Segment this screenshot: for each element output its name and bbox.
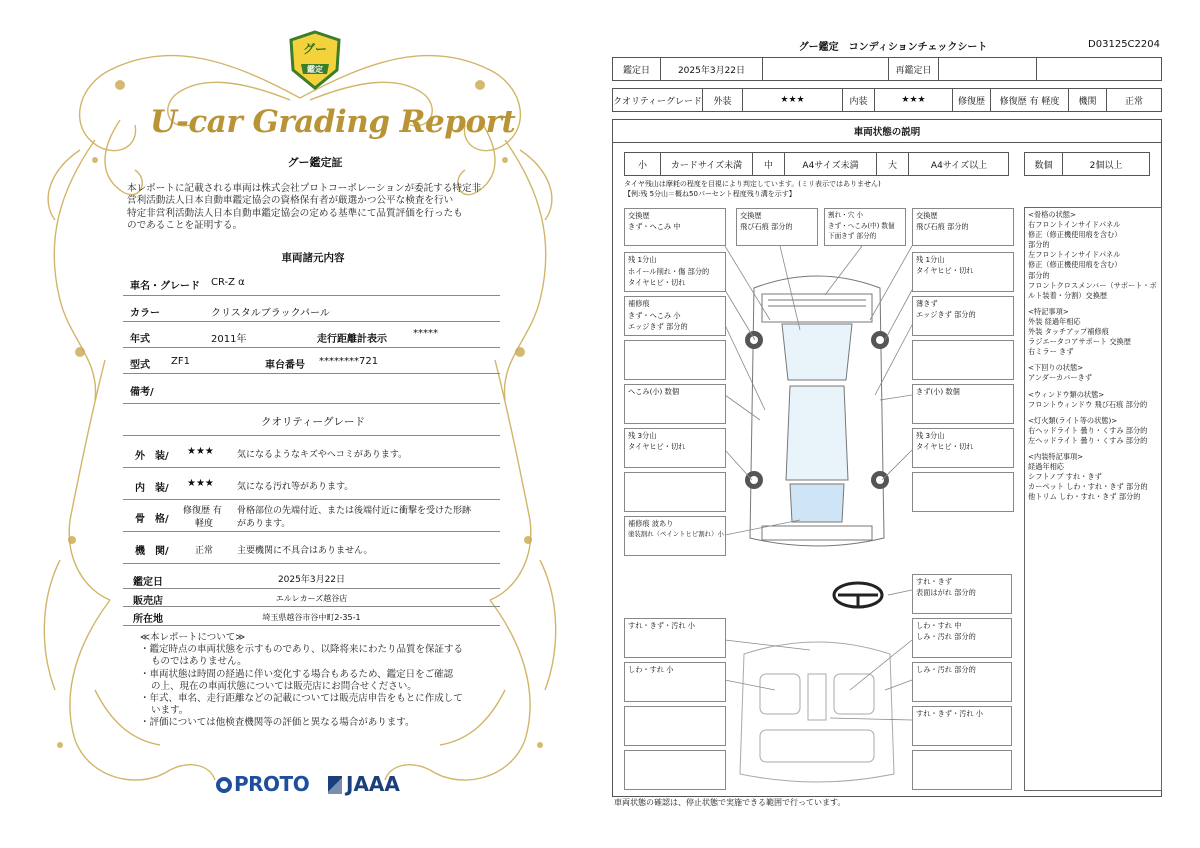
detail-line: 修正（修正機使用痕を含む） xyxy=(1028,260,1122,270)
quality-exterior-label: 外 装/ xyxy=(135,451,169,462)
callout-line: エッジきず 部分的 xyxy=(916,310,976,319)
spec-color-value: クリスタルブラックパール xyxy=(211,308,330,319)
sheet-title: グー鑑定 コンディションチェックシート xyxy=(798,42,988,53)
quality-engine-label: 機 関/ xyxy=(135,546,169,557)
condition-check-sheet xyxy=(600,0,1200,848)
detail-line: <下回りの状態> xyxy=(1028,363,1084,373)
callout-line: ホイール削れ・傷 部分的 xyxy=(628,266,710,276)
repair-label: 修復歴 xyxy=(953,89,991,111)
spec-name-label: 車名・グレード xyxy=(130,281,200,292)
count-label: 数個 xyxy=(1025,153,1063,175)
car-interior-diagram xyxy=(724,634,910,784)
detail-line: 外装 タッチアップ補修痕 xyxy=(1028,327,1109,337)
condition-details-list xyxy=(1024,207,1162,791)
callout-line: 飛び石痕 部分的 xyxy=(740,222,793,231)
detail-line: 部分的 xyxy=(1028,270,1050,280)
detail-line: <灯火類(ライト等の状態)> xyxy=(1028,415,1118,425)
quality-row-frame xyxy=(123,500,500,532)
size-small-desc: カードサイズ未満 xyxy=(661,153,753,175)
specs-section-title: 車両諸元内容 xyxy=(281,252,345,264)
note-item: ・年式、車名、走行距離などの記載については販売店申告をもとに作成して います。 xyxy=(140,693,463,717)
quality-frame-label: 骨 格/ xyxy=(135,514,169,525)
callout-box-front-right-tire xyxy=(912,252,1014,292)
callout-line: 交換歴 xyxy=(916,211,938,220)
certificate-title: グー鑑定証 xyxy=(287,156,343,169)
count-legend xyxy=(1024,152,1150,176)
detail-line: フロントウィンドウ 飛び石痕 部分的 xyxy=(1028,399,1148,409)
callout-box-empty-r1 xyxy=(912,340,1014,380)
proto-logo xyxy=(216,772,309,796)
detail-line: フロントクロスメンバー（サポート・ボ xyxy=(1028,280,1157,290)
detail-line: 部分的 xyxy=(1028,240,1050,250)
size-mid-label: 中 xyxy=(753,153,785,175)
note-item: ・車両状態は時間の経過に伴い変化する場合もあるため、鑑定日をご確認 の上、現在の車両状態については販売店にお問合せください。 xyxy=(140,668,454,692)
appraisal-date-value: 2025年3月22日 xyxy=(277,575,346,585)
callout-box-bonnet xyxy=(736,208,818,246)
detail-line: <ウィンドウ類の状態> xyxy=(1028,389,1105,399)
callout-box-left-fender xyxy=(624,296,726,336)
engine-label: 機関 xyxy=(1069,89,1107,111)
callout-box-rear-bumper xyxy=(624,516,726,556)
callout-line: しみ・汚れ 部分的 xyxy=(916,632,976,641)
quality-title-rule xyxy=(123,420,500,436)
callout-line: タイヤヒビ・切れ xyxy=(628,442,686,451)
callout-line: タイヤヒビ・切れ xyxy=(916,266,974,275)
detail-line: <内装特記事項> xyxy=(1028,451,1084,461)
appraisal-address-value: 埼玉県越谷市谷中町2-35-1 xyxy=(262,613,361,622)
sheet-footer-note: 車両状態の確認は、停止状態で実施できる範囲で行っています。 xyxy=(614,798,846,807)
detail-line: アンダーカバーきず xyxy=(1028,373,1092,383)
steering-wheel-icon xyxy=(830,580,886,610)
tire-note-1: タイヤ残山は摩耗の程度を目視により判定しています。(ミリ表示ではありません) xyxy=(624,180,881,188)
callout-box-front-left xyxy=(624,208,726,246)
quality-exterior-desc: 気になるようなキズやヘコミがあります。 xyxy=(237,450,408,460)
callout-box-left-door xyxy=(624,384,726,424)
callout-line: 補修痕 波あり xyxy=(628,519,674,528)
callout-line: 下面きず 部分的 xyxy=(828,232,877,240)
appraisal-row-shop xyxy=(123,589,500,607)
reappraisal-value xyxy=(939,58,1037,80)
callout-line: しみ・汚れ 部分的 xyxy=(916,665,976,674)
exterior-stars: ★★★ xyxy=(743,89,843,111)
interior-label: 内装 xyxy=(843,89,875,111)
badge-text-goo: グー xyxy=(302,42,327,56)
spec-mileage-label: 走行距離計表示 xyxy=(317,334,387,345)
callout-line: 残 3分山 xyxy=(916,431,945,440)
callout-box-empty-r4 xyxy=(912,750,1012,790)
appraisal-shop-value: エルレカーズ越谷店 xyxy=(275,594,348,603)
notes-title: ≪本レポートについて≫ xyxy=(140,632,246,643)
date-row xyxy=(612,57,1162,81)
callout-line: 塗装割れ（ペイントヒビ割れ）小 xyxy=(628,530,724,538)
spec-row-remarks xyxy=(123,374,500,404)
note-item: ・鑑定時点の車両状態を示すものであり、以降将来にわたり品質を保証する ものではありません。 xyxy=(140,644,464,668)
callout-line: 残 3分山 xyxy=(628,431,657,440)
spec-model-value: ZF1 xyxy=(171,356,190,367)
quality-frame-value-line2: 軽度 xyxy=(195,519,214,529)
callout-line: すれ・きず・汚れ 小 xyxy=(916,709,983,718)
detail-line: カーペット しわ・すれ・きず 部分的 xyxy=(1028,482,1148,492)
proto-logo-text: PROTO xyxy=(234,772,310,796)
condition-title: 車両状態の説明 xyxy=(612,119,1162,143)
callout-box-empty-r2 xyxy=(912,472,1014,512)
callout-box-right-door xyxy=(912,384,1014,424)
quality-engine-value: 正常 xyxy=(195,546,214,556)
jaaa-logo xyxy=(328,772,400,796)
detail-line: 右ヘッドライト 曇り・くすみ 部分的 xyxy=(1028,425,1148,435)
spec-mileage-value: ***** xyxy=(413,328,438,339)
callout-line: すれ・きず・汚れ 小 xyxy=(628,621,695,630)
size-legend xyxy=(624,152,1009,176)
quality-engine-desc: 主要機関に不具合はありません。 xyxy=(237,546,373,556)
detail-line: 左ヘッドライト 曇り・くすみ 部分的 xyxy=(1028,435,1148,445)
callout-box-empty-l3 xyxy=(624,706,726,746)
spec-remarks-label: 備考/ xyxy=(130,387,154,398)
jaaa-logo-text: JAAA xyxy=(346,772,400,796)
spec-chassis-value: ********721 xyxy=(319,356,379,367)
detail-line: <特記事項> xyxy=(1028,306,1069,316)
tire-note-2: 【例:残 5分山＝概ね50パーセント程度残り溝を示す】 xyxy=(624,190,796,198)
appraisal-address-label: 所在地 xyxy=(133,614,163,625)
engine-value: 正常 xyxy=(1124,96,1143,107)
sheet-id: D03125C2204 xyxy=(1088,39,1160,50)
quality-frame-desc-line2: があります。 xyxy=(237,519,291,529)
spec-row-name xyxy=(123,268,500,296)
quality-row-engine xyxy=(123,532,500,564)
spec-year-label: 年式 xyxy=(130,334,150,345)
callout-line: 補修痕 xyxy=(628,299,650,308)
date-blank xyxy=(763,58,889,80)
size-small-label: 小 xyxy=(625,153,661,175)
callout-line: しわ・すれ 小 xyxy=(628,665,674,674)
callout-box-center-console xyxy=(912,706,1012,746)
callout-line: 飛び石痕 部分的 xyxy=(916,222,969,231)
callout-line: 交換歴 xyxy=(740,211,762,220)
callout-line: きず・へこみ(中) 数個 xyxy=(828,221,895,230)
callout-line: 交換歴 xyxy=(628,211,650,220)
date-value: 2025年3月22日 xyxy=(661,58,763,80)
callout-box-rear-right-tire xyxy=(912,428,1014,468)
appraisal-row-address xyxy=(123,607,500,626)
date-label: 鑑定日 xyxy=(613,58,661,80)
callout-line: すれ・きず xyxy=(916,577,952,586)
callout-line: 薄きず xyxy=(916,299,938,308)
repair-value: 修復歴 有 軽度 xyxy=(991,89,1069,111)
appraisal-row-date xyxy=(123,568,500,589)
spec-chassis-label: 車台番号 xyxy=(265,360,305,371)
statement-line: 特定非営利活動法人日本自動車鑑定協会の定める基準にて品質評価を行ったも xyxy=(127,207,463,219)
badge-text-kantei: 鑑定 xyxy=(307,65,323,74)
detail-line: 経過年相応 xyxy=(1028,462,1064,472)
spec-model-label: 型式 xyxy=(130,360,150,371)
detail-line: ラジエータコアサポート 交換歴 xyxy=(1028,337,1131,347)
callout-box-rear-left-tire xyxy=(624,428,726,468)
quality-row-exterior xyxy=(123,436,500,468)
exterior-label: 外装 xyxy=(703,89,743,111)
grade-label: クオリティーグレード xyxy=(613,89,703,111)
appraisal-date-label: 鑑定日 xyxy=(133,577,163,588)
interior-stars: ★★★ xyxy=(875,89,953,111)
callout-box-right-trim xyxy=(912,662,1012,702)
quality-interior-stars: ★★★ xyxy=(187,478,214,489)
callout-box-empty-l4 xyxy=(624,750,726,790)
detail-line: 修正（修正機使用痕を含む） xyxy=(1028,230,1122,240)
callout-line: きず・へこみ 中 xyxy=(628,222,681,231)
callout-line: 表面はがれ 部分的 xyxy=(916,588,976,597)
callout-box-front-left-tire xyxy=(624,252,726,292)
callout-box-passenger-seat xyxy=(624,662,726,702)
goo-appraisal-badge-icon xyxy=(287,30,343,90)
quality-row-interior xyxy=(123,468,500,500)
size-mid-desc: A4サイズ未満 xyxy=(785,153,877,175)
callout-line: 残 1分山 xyxy=(628,255,657,264)
detail-line: 他トリム しわ・すれ・きず 部分的 xyxy=(1028,492,1141,502)
reappraisal-blank xyxy=(1037,58,1161,80)
spec-row-color xyxy=(123,296,500,322)
quality-section-title: クオリティーグレード xyxy=(261,416,365,428)
callout-line: タイヤヒビ・切れ xyxy=(916,442,974,451)
proto-mark-icon xyxy=(216,777,232,793)
callout-box-front-bumper xyxy=(824,208,906,246)
size-large-label: 大 xyxy=(877,153,909,175)
report-script-title: U-car Grading Report xyxy=(150,104,516,140)
quality-frame-desc-line1: 骨格部位の先端付近、または後端付近に衝撃を受けた形跡 xyxy=(237,506,472,516)
spec-color-label: カラー xyxy=(130,308,160,319)
callout-line: タイヤヒビ・切れ xyxy=(628,278,686,287)
size-large-desc: A4サイズ以上 xyxy=(930,160,988,171)
callout-box-right-fender xyxy=(912,296,1014,336)
spec-name-value: CR-Z α xyxy=(211,277,245,288)
appraisal-shop-label: 販売店 xyxy=(133,596,163,607)
reappraisal-label: 再鑑定日 xyxy=(889,58,939,80)
callout-box-empty-l1 xyxy=(624,340,726,380)
statement-line: のであることを証明する。 xyxy=(127,220,243,232)
quality-frame-value-line1: 修復歴 有 xyxy=(183,506,222,516)
callout-line: きず(小) 数個 xyxy=(916,387,960,396)
callout-box-driver-seat xyxy=(912,618,1012,658)
callout-box-dashboard xyxy=(624,618,726,658)
spec-row-model xyxy=(123,348,500,374)
jaaa-mark-icon xyxy=(328,776,342,794)
callout-box-front-right xyxy=(912,208,1014,246)
car-top-view-diagram xyxy=(724,270,910,556)
detail-line: 右フロントインサイドパネル xyxy=(1028,220,1121,230)
callout-box-empty-l2 xyxy=(624,472,726,512)
callout-line: きず・へこみ 小 xyxy=(628,310,681,320)
detail-line: 左フロントインサイドパネル xyxy=(1028,250,1121,260)
detail-line: 外装 経過年相応 xyxy=(1028,316,1081,326)
spec-year-value: 2011年 xyxy=(211,334,247,345)
note-item: ・評価については他検査機関等の評価と異なる場合があります。 xyxy=(140,717,415,729)
quality-exterior-stars: ★★★ xyxy=(187,446,214,457)
detail-line: 右ミラー きず xyxy=(1028,347,1074,357)
callout-line: エッジきず 部分的 xyxy=(628,322,688,331)
spec-row-year xyxy=(123,322,500,348)
callout-line: 割れ・穴 小 xyxy=(828,211,864,219)
statement-line: 営利活動法人日本自動車鑑定協会の資格保有者が厳選かつ公平な検査を行い xyxy=(127,195,454,207)
report-notes xyxy=(140,632,500,730)
grade-row xyxy=(612,88,1162,112)
statement-line: 本レポートに記載される車両は株式会社プロトコーポレーションが委託する特定非 xyxy=(127,183,482,194)
callout-line: 残 1分山 xyxy=(916,255,945,264)
callout-line: へこみ(小) 数個 xyxy=(628,387,680,396)
count-value: 2個以上 xyxy=(1089,160,1123,171)
certificate-statement xyxy=(127,183,499,233)
callout-box-steering xyxy=(912,574,1012,614)
detail-line: シフトノブ すれ・きず xyxy=(1028,472,1102,482)
quality-interior-desc: 気になる汚れ等があります。 xyxy=(237,482,354,492)
callout-line: しわ・すれ 中 xyxy=(916,621,962,630)
detail-line: ルト装着・分割）交換歴 xyxy=(1028,290,1108,300)
quality-interior-label: 内 装/ xyxy=(135,483,169,494)
detail-line: <骨格の状態> xyxy=(1028,210,1076,219)
